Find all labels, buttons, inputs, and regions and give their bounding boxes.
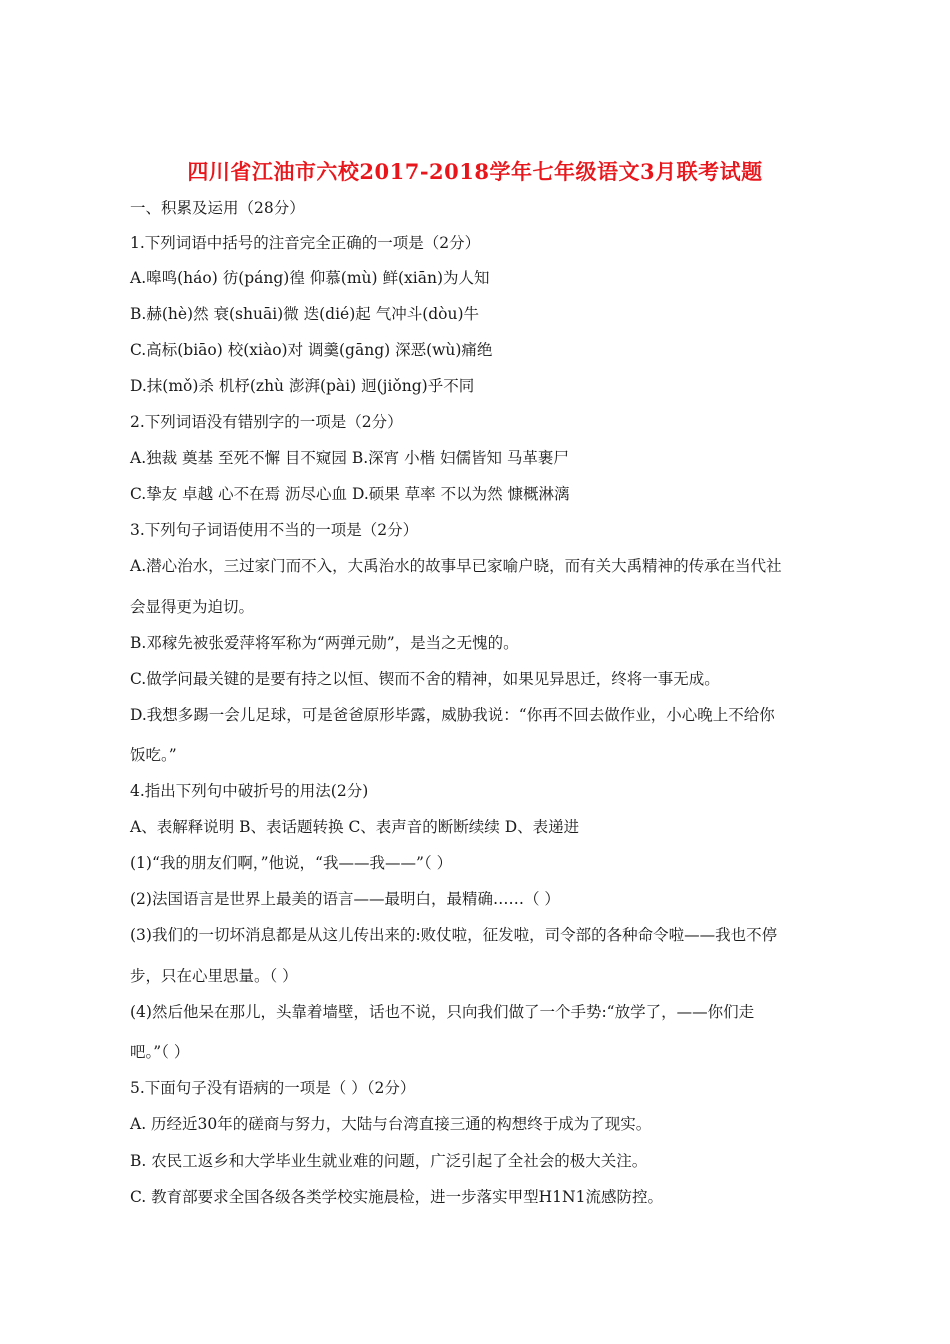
- item-4-4: (4)然后他呆在那儿，头靠着墙壁，话也不说，只向我们做了一个手势:“放学了，——你们走: [130, 1003, 755, 1021]
- section-heading: 一、积累及运用（28分）: [130, 199, 305, 217]
- question-4-choices: A、表解释说明 B、表话题转换 C、表声音的断断续续 D、表递进: [130, 818, 580, 836]
- question-1: 1.下列词语中括号的注音完全正确的一项是（2分）: [130, 234, 481, 252]
- option-1c: C.高标(biāo) 校(xiào)对 调羹(gāng) 深恶(wù)痛绝: [130, 341, 493, 359]
- option-3d-cont: 饭吃。”: [130, 746, 177, 764]
- option-5b: B. 农民工返乡和大学毕业生就业难的问题，广泛引起了全社会的极大关注。: [130, 1152, 648, 1170]
- option-3c: C.做学问最关键的是要有持之以恒、锲而不舍的精神，如果见异思迁，终将一事无成。: [130, 670, 720, 688]
- option-1d: D.抹(mǒ)杀 机杼(zhù 澎湃(pài) 迥(jiǒng)乎不同: [130, 377, 475, 395]
- question-2: 2.下列词语没有错别字的一项是（2分）: [130, 413, 403, 431]
- option-5c: C. 教育部要求全国各级各类学校实施晨检，进一步落实甲型H1N1流感防控。: [130, 1188, 663, 1206]
- question-3: 3.下列句子词语使用不当的一项是（2分）: [130, 521, 419, 539]
- item-4-2: (2)法国语言是世界上最美的语言——最明白，最精确……（ ）: [130, 890, 560, 908]
- item-4-3: (3)我们的一切坏消息都是从这儿传出来的:败仗啦，征发啦，司令部的各种命令啦——我也不停: [130, 926, 778, 944]
- option-2cd: C.挚友 卓越 心不在焉 沥尽心血 D.硕果 草率 不以为然 慷概淋漓: [130, 485, 570, 503]
- option-2ab: A.独裁 奠基 至死不懈 目不窥园 B.深宵 小楷 妇儒皆知 马革裹尸: [130, 449, 569, 467]
- item-4-4-cont: 吧。”（ ）: [130, 1043, 190, 1061]
- question-4: 4.指出下列句中破折号的用法(2分): [130, 782, 369, 800]
- option-1b: B.赫(hè)然 衰(shuāi)微 迭(dié)起 气冲斗(dòu)牛: [130, 305, 480, 323]
- option-3a-cont: 会显得更为迫切。: [130, 598, 255, 616]
- option-5a: A. 历经近30年的磋商与努力，大陆与台湾直接三通的构想终于成为了现实。: [130, 1115, 652, 1133]
- document-title: 四川省江油市六校2017-2018学年七年级语文3月联考试题: [187, 159, 763, 184]
- option-3b: B.邓稼先被张爱萍将军称为“两弹元勋”，是当之无愧的。: [130, 634, 519, 652]
- option-3d: D.我想多踢一会儿足球，可是爸爸原形毕露，威胁我说：“你再不回去做作业，小心晚上不给你: [130, 706, 775, 724]
- option-3a: A.潜心治水，三过家门而不入，大禹治水的故事早已家喻户晓，而有关大禹精神的传承在当代社: [130, 557, 782, 575]
- question-5: 5.下面句子没有语病的一项是（ ）（2分）: [130, 1079, 416, 1097]
- option-1a: A.嗥鸣(háo) 彷(páng)徨 仰慕(mù) 鲜(xiān)为人知: [130, 269, 490, 287]
- item-4-1: (1)“我的朋友们啊，”他说，“我——我——”（ ）: [130, 854, 453, 872]
- item-4-3-cont: 步，只在心里思量。（ ）: [130, 967, 298, 985]
